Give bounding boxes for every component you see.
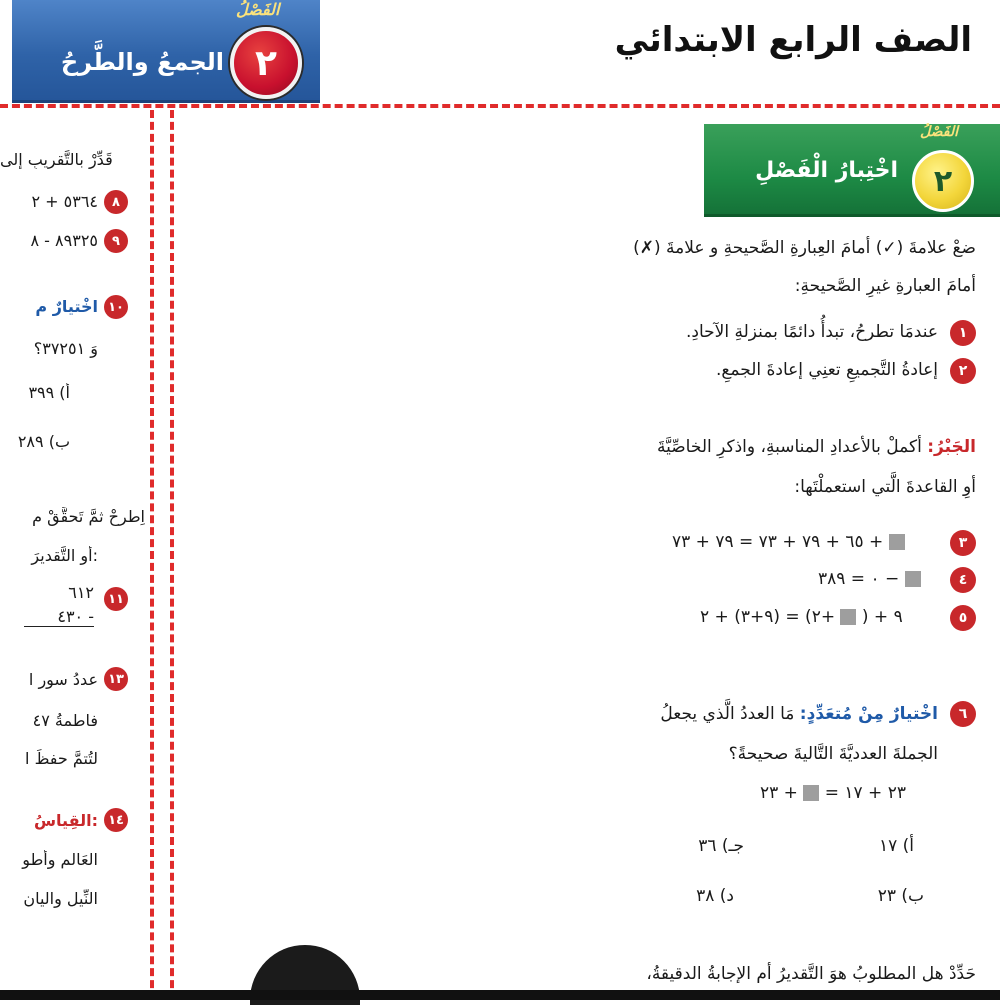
equation-4-text: ٠ = ٣٨٩ − xyxy=(818,569,900,589)
option-key: د) xyxy=(719,886,734,906)
chapter-test-title: اخْتِبارُ الْفَصْلِ xyxy=(755,158,898,183)
mcq-equation-part-a: ٢٣ + ١٧ = xyxy=(824,783,906,803)
mcq-option-c[interactable] xyxy=(664,836,744,856)
question-number: ٣ xyxy=(950,530,976,556)
algebra-instruction: أكملْ بالأعدادِ المناسبةِ، واذكرِ الخاصِّيَّةَ xyxy=(656,437,922,457)
mcq-label: اخْتيارٌ مِنْ مُتعَدِّدٍ: xyxy=(799,704,938,724)
subtract-title: اِطرحْ ثمَّ تَحقَّقْ مِ xyxy=(32,507,145,526)
instructions-line-2: أمامَ العبارةِ غيرِ الصَّحيحةِ: xyxy=(794,276,976,296)
mcq-option-a[interactable] xyxy=(834,836,914,856)
bottom-bar xyxy=(0,990,1000,1000)
question-13-line-1: عددُ سورِ ا xyxy=(28,670,98,689)
mcq-option-b[interactable] xyxy=(834,886,924,906)
mcq-option-d[interactable] xyxy=(654,886,734,906)
question-number: ٩ xyxy=(104,229,128,253)
chapter-label: الفَصْلُ xyxy=(236,0,280,19)
question-8-text: ٥٣٦٤ + ٢ xyxy=(31,192,98,211)
question-10-option-a[interactable]: أ) ٣٩٩ xyxy=(28,383,70,402)
option-value: ٣٦ xyxy=(698,836,717,856)
question-14-line-2: العَالمِ وأطو xyxy=(22,850,98,869)
question-number: ١١ xyxy=(104,587,128,611)
question-number: ١٠ xyxy=(104,295,128,319)
column-divider xyxy=(170,110,174,1000)
question-number: ٤ xyxy=(950,567,976,593)
chapter-title: الجمعُ والطَّرحُ xyxy=(60,48,224,76)
instructions-line-1: ضعْ علامةَ (✓) أمامَ العِبارةِ الصَّحيحةِ و علامةَ (✗) xyxy=(633,238,976,258)
mcq-equation-part-b: + ٢٣ xyxy=(760,783,798,803)
blank-box xyxy=(840,609,856,625)
equation-4 xyxy=(818,569,921,589)
question-1-text: عندمَا تطرحُ، تبدأُ دائمًا بمنزلةِ الآحادِ. xyxy=(685,322,938,342)
option-key: أ) xyxy=(902,836,914,856)
option-value: ١٧ xyxy=(878,836,898,856)
algebra-label: الجَبْرُ: xyxy=(927,437,976,457)
chapter-number-badge: ٢ xyxy=(230,27,302,99)
question-number: ١٣ xyxy=(104,667,128,691)
option-value: ٣٨ xyxy=(696,886,715,906)
question-number: ٦ xyxy=(950,701,976,727)
option-value: ٢٣ xyxy=(877,886,896,906)
option-key: ب) xyxy=(901,886,924,906)
question-10-option-b[interactable]: ب) ٢٨٩ xyxy=(17,432,70,451)
equation-3 xyxy=(672,532,905,552)
question-number: ١٤ xyxy=(104,808,128,832)
equation-5 xyxy=(700,607,903,627)
blank-box xyxy=(889,534,905,550)
option-key: جـ) xyxy=(721,836,744,856)
subtract-line-2: أوِ التَّقديرَ: xyxy=(31,546,98,565)
chapter-test-number-badge: ٢ xyxy=(912,150,974,212)
blank-box xyxy=(803,785,819,801)
question-14-line-3: النِّيلِ واليان xyxy=(23,889,98,908)
question-9-text: ٨٩٣٢٥ - ٨ xyxy=(30,231,98,250)
question-10-line-2: وَ ٣٧٢٥١؟ xyxy=(33,339,98,358)
question-10-label: اخْتيارٌ مِ xyxy=(35,297,98,316)
question-11-top: ٦١٢ xyxy=(68,583,94,602)
chapter-test-label: الفَصْلُ xyxy=(920,124,958,140)
horizontal-divider xyxy=(0,104,1000,108)
question-number: ٢ xyxy=(950,358,976,384)
equation-5-part-b: +٢) = (٩+٣) + ٢ xyxy=(700,607,836,627)
column-divider xyxy=(150,110,154,1000)
equation-5-part-a: ٩ + ( xyxy=(861,607,903,627)
question-2-text: إعادةُ التَّجميعِ تعنِي إعادةَ الجمعِ. xyxy=(715,360,938,380)
grade-title: الصف الرابع الابتدائي xyxy=(614,20,972,60)
equation-3-text: ٦٥ + ٧٩ + ٧٣ = ٧٩ + ٧٣ + xyxy=(672,532,884,552)
mcq-line-2: الجملةَ العدديَّةَ التَّاليةَ صحيحةً؟ xyxy=(728,744,938,764)
question-number: ٨ xyxy=(104,190,128,214)
algebra-line-1 xyxy=(356,437,976,457)
mcq-line-1 xyxy=(378,704,938,724)
question-11-bottom: ٤٣٠ - xyxy=(24,607,94,627)
mcq-equation xyxy=(760,783,906,803)
question-number: ١ xyxy=(950,320,976,346)
estimate-title: قَدِّرْ بالتَّقريبِ إلى xyxy=(0,150,113,169)
question-14-label: القِياسُ: xyxy=(33,811,98,830)
question-number: ٥ xyxy=(950,605,976,631)
estimate-or-exact-instruction: حَدِّدْ هل المطلوبُ هوَ التَّقديرُ أم الإجابةُ الدقيقةُ، xyxy=(646,964,976,984)
algebra-line-2: أوِ القاعدةَ الَّتي استعملْتَها: xyxy=(794,477,976,497)
mcq-question: مَا العددُ الَّذي يجعلُ xyxy=(660,704,795,724)
question-13-line-3: لتُتمَّ حفظَ ا xyxy=(25,749,98,768)
blank-box xyxy=(905,571,921,587)
question-13-line-2: فاطمةُ ٤٧ xyxy=(32,711,98,730)
